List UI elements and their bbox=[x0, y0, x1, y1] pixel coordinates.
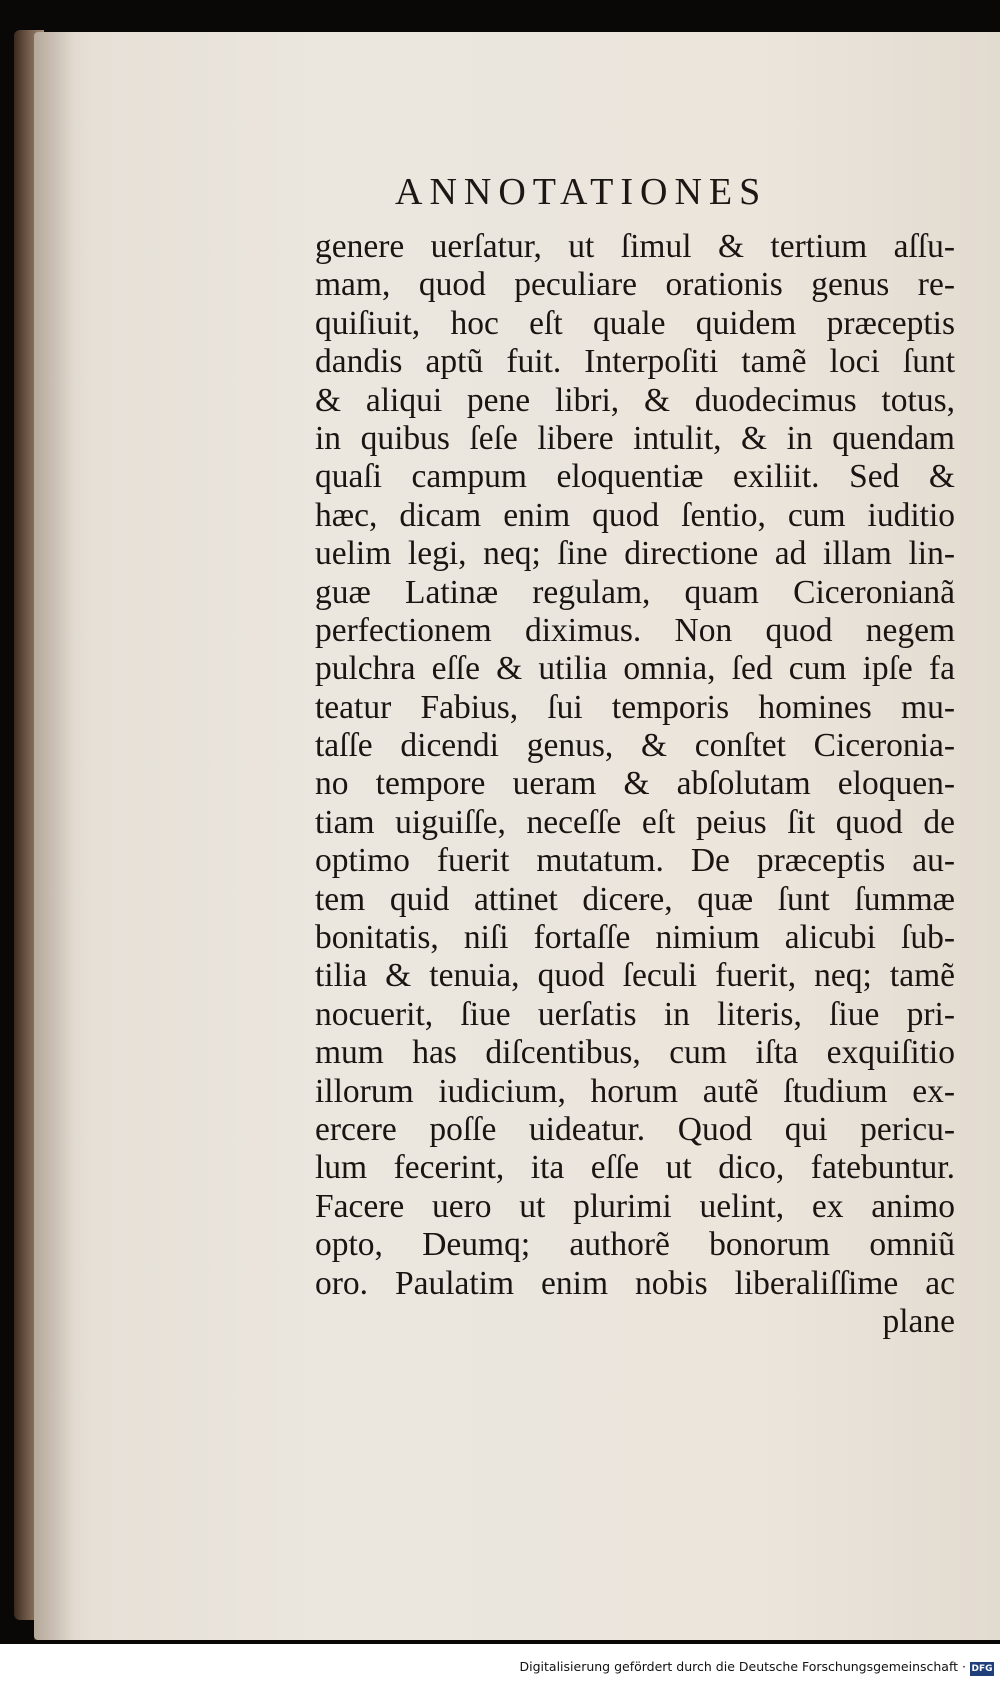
body-text bbox=[315, 228, 955, 1341]
text-line: taſſe dicendi genus, & conſtet Ciceronia- bbox=[315, 727, 955, 765]
text-line: oro. Paulatim enim nobis liberaliſſime ac bbox=[315, 1264, 955, 1302]
text-line: hæc, dicam enim quod ſentio, cum iuditio bbox=[315, 496, 955, 534]
text-line: lum fecerint, ita eſſe ut dico, fatebuntur. bbox=[315, 1149, 955, 1187]
text-line: mum has diſcentibus, cum iſta exquiſitio bbox=[315, 1034, 955, 1072]
text-line: tilia & tenuia, quod ſeculi fuerit, neq; tamẽ bbox=[315, 957, 955, 995]
text-line: perfectionem diximus. Non quod negem bbox=[315, 611, 955, 649]
text-line: quiſiuit, hoc eſt quale quidem præceptis bbox=[315, 304, 955, 342]
text-line: in quibus ſeſe libere intulit, & in quendam bbox=[315, 419, 955, 457]
text-line: Facere uero ut plurimi uelint, ex animo bbox=[315, 1187, 955, 1225]
text-line: quaſi campum eloquentiæ exiliit. Sed & bbox=[315, 458, 955, 496]
text-line: dandis aptũ fuit. Interpoſiti tamẽ loci ſunt bbox=[315, 343, 955, 381]
running-header: ANNOTATIONES bbox=[395, 171, 768, 213]
text-line: ercere poſſe uideatur. Quod qui pericu- bbox=[315, 1110, 955, 1148]
text-line: tiam uiguiſſe, neceſſe eſt peius ſit quod de bbox=[315, 803, 955, 841]
text-line: & aliqui pene libri, & duodecimus totus, bbox=[315, 381, 955, 419]
catchword: plane bbox=[882, 1302, 955, 1340]
text-line: no tempore ueram & abſolutam eloquen- bbox=[315, 765, 955, 803]
text-line: illorum iudicium, horum autẽ ſtudium ex- bbox=[315, 1072, 955, 1110]
funding-credit: Digitalisierung gefördert durch die Deutsche Forschungsgemeinschaft · bbox=[519, 1659, 966, 1674]
text-line: teatur Fabius, ſui temporis homines mu- bbox=[315, 688, 955, 726]
dfg-logo-icon: DFG bbox=[971, 1664, 993, 1674]
text-line: optimo fuerit mutatum. De præceptis au- bbox=[315, 842, 955, 880]
digitization-footer bbox=[0, 1644, 1000, 1684]
text-line: tem quid attinet dicere, quæ ſunt ſummæ bbox=[315, 880, 955, 918]
text-line: bonitatis, niſi fortaſſe nimium alicubi ſub- bbox=[315, 919, 955, 957]
text-line: genere uerſatur, ut ſimul & tertium aſſu- bbox=[315, 228, 955, 265]
text-line: nocuerit, ſiue uerſatis in literis, ſiue pri- bbox=[315, 995, 955, 1033]
text-line: uelim legi, neq; ſine directione ad illam lin- bbox=[315, 535, 955, 573]
text-line: opto, Deumq; authorẽ bonorum omniũ bbox=[315, 1226, 955, 1264]
text-line: pulchra eſſe & utilia omnia, ſed cum ipſe fa bbox=[315, 650, 955, 688]
text-line: mam, quod peculiare orationis genus re- bbox=[315, 266, 955, 304]
text-line: guæ Latinæ regulam, quam Ciceronianã bbox=[315, 573, 955, 611]
